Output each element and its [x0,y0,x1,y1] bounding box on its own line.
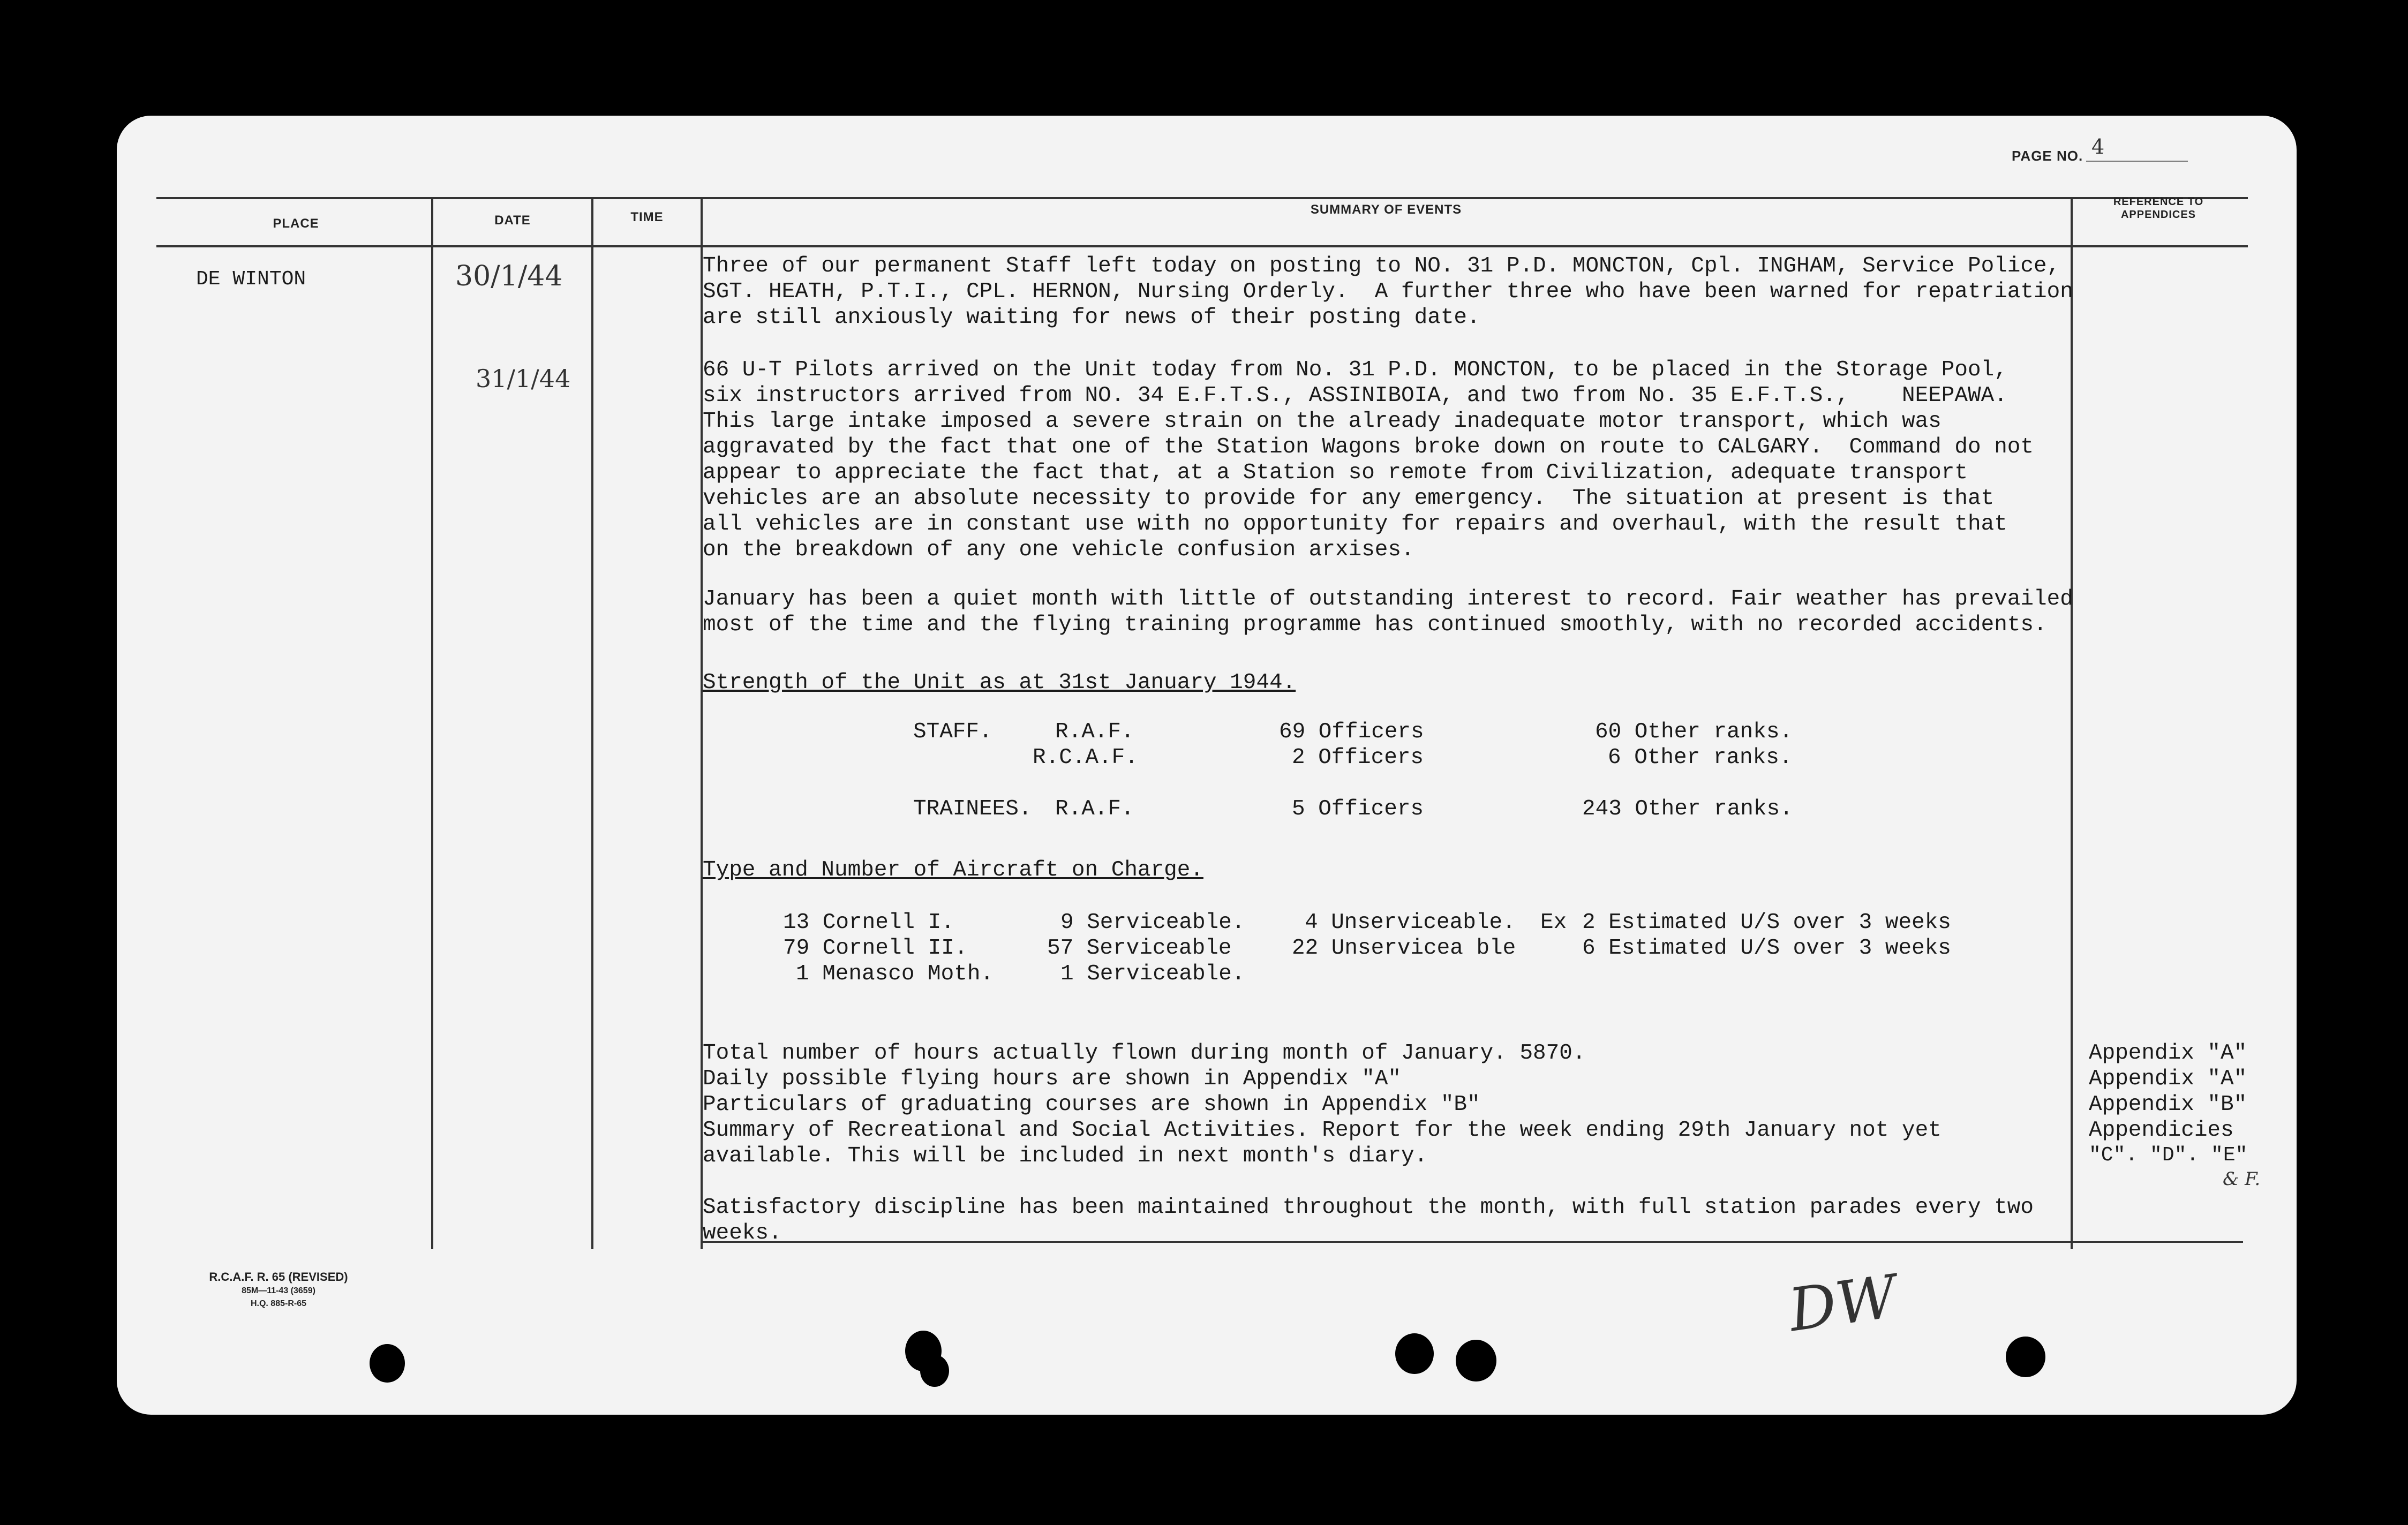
summary-line: aggravated by the fact that one of the Station Wagons broke down on route to CALGARY. Command do not [703,435,2034,459]
strength-staff-label: STAFF. [913,720,992,744]
header-top-rule [156,197,2248,199]
strength-heading: Strength of the Unit as at 31st January 1944. [703,670,1296,695]
strength-officers: 5 Officers [1292,797,1424,821]
aircraft-estimated: 2 Estimated U/S over 3 weeks [1582,910,1951,935]
column-header-place: PLACE [273,216,319,231]
column-header-reference-2: APPENDICES [2120,209,2196,221]
appendix-reference: Appendix "A" [2089,1067,2247,1091]
summary-line: appear to appreciate the fact that, at a Station so remote from Civilization, adequate transport [703,460,1968,485]
handwritten-initials: DW [1785,1262,1901,1345]
column-rule-place [431,197,433,1249]
strength-officers: 2 Officers [1292,745,1424,770]
date-entry-1: 30/1/44 [455,260,563,292]
aircraft-type: 1 Menasco Moth. [796,962,994,986]
aircraft-estimated: 6 Estimated U/S over 3 weeks [1582,936,1951,961]
binding-hole [370,1344,405,1383]
aircraft-serviceable: 9 Serviceable. [1060,910,1245,935]
summary-line: January has been a quiet month with little of outstanding interest to record. Fair weather has prevailed [703,587,2073,611]
form-id-line: R.C.A.F. R. 65 (REVISED) [209,1270,348,1284]
column-header-reference-1: REFERENCE TO [2113,196,2204,208]
strength-force: R.A.F. [1055,797,1134,821]
date-entry-2: 31/1/44 [476,364,571,393]
column-rule-time [701,197,703,1249]
page-number-underline [2086,161,2188,162]
appendix-reference: "C". "D". "E" [2089,1144,2248,1167]
column-header-time: TIME [630,210,664,224]
summary-line: on the breakdown of any one vehicle confusion arxises. [703,538,1414,562]
binding-hole [1395,1333,1434,1374]
summary-line: SGT. HEATH, P.T.I., CPL. HERNON, Nursing Orderly. A further three who have been warned for repatriation [703,280,2073,304]
strength-other-ranks: 243 Other ranks. [1582,797,1793,821]
summary-line: This large intake imposed a severe strain on the already inadequate motor transport, which was [703,409,1942,434]
summary-line: Satisfactory discipline has been maintained throughout the month, with full station parades every two [703,1195,2034,1220]
column-header-summary: SUMMARY OF EVENTS [1310,202,1462,217]
summary-line: are still anxiously waiting for news of their posting date. [703,305,1480,330]
strength-force: R.A.F. [1055,720,1134,744]
bottom-rule [701,1241,2243,1243]
summary-line: Total number of hours actually flown during month of January. 5870. [703,1041,1586,1066]
summary-line: Three of our permanent Staff left today on posting to NO. 31 P.D. MONCTON, Cpl. INGHAM, Service Police, [703,254,2060,278]
summary-line: 66 U-T Pilots arrived on the Unit today from No. 31 P.D. MONCTON, to be placed in the Storage Pool, [703,358,2007,382]
aircraft-serviceable: 57 Serviceable [1047,936,1232,961]
appendix-reference: Appendicies [2089,1118,2234,1143]
strength-officers: 69 Officers [1279,720,1424,744]
binding-hole [2006,1337,2045,1377]
aircraft-strikeout: Ex [1540,910,1567,935]
summary-line: Daily possible flying hours are shown in Appendix "A" [703,1067,1402,1091]
aircraft-serviceable: 1 Serviceable. [1060,962,1245,986]
appendix-handwritten: & F. [2223,1168,2261,1190]
page-number-label: PAGE NO. [2012,148,2083,164]
strength-trainees-label: TRAINEES. [913,797,1032,821]
aircraft-type: 13 Cornell I. [783,910,954,935]
aircraft-heading: Type and Number of Aircraft on Charge. [703,858,1203,882]
aircraft-unserviceable: 4 Unserviceable. [1305,910,1516,935]
column-header-date: DATE [494,213,531,228]
place-entry: DE WINTON [196,268,306,291]
form-id-line: 85M—11-43 (3659) [242,1286,315,1295]
summary-line: available. This will be included in next month's diary. [703,1144,1428,1168]
aircraft-type: 79 Cornell II. [783,936,968,961]
binding-hole [920,1355,949,1387]
summary-line: weeks. [703,1221,782,1245]
header-bottom-rule [156,245,2248,247]
binding-hole [1456,1340,1496,1381]
summary-line: Particulars of graduating courses are shown in Appendix "B" [703,1092,1480,1117]
strength-other-ranks: 6 Other ranks. [1608,745,1793,770]
aircraft-unserviceable: 22 Unservicea ble [1292,936,1516,961]
form-id-line: H.Q. 885-R-65 [250,1299,307,1308]
strength-force: R.C.A.F. [1033,745,1138,770]
summary-line: Summary of Recreational and Social Activities. Report for the week ending 29th January not yet [703,1118,1942,1143]
strength-other-ranks: 60 Other ranks. [1595,720,1793,744]
column-rule-date [591,197,593,1249]
page-number: 4 [2091,135,2105,158]
summary-line: all vehicles are in constant use with no opportunity for repairs and overhaul, with the result that [703,512,2007,537]
appendix-reference: Appendix "A" [2089,1041,2247,1066]
summary-line: six instructors arrived from NO. 34 E.F.T.S., ASSINIBOIA, and two from No. 35 E.F.T.S., NEEPAWA. [703,383,2007,408]
summary-line: vehicles are an absolute necessity to provide for any emergency. The situation at present is that [703,486,1995,511]
summary-line: most of the time and the flying training programme has continued smoothly, with no recorded accidents. [703,613,2047,637]
column-rule-summary [2071,197,2073,1249]
appendix-reference: Appendix "B" [2089,1092,2247,1117]
